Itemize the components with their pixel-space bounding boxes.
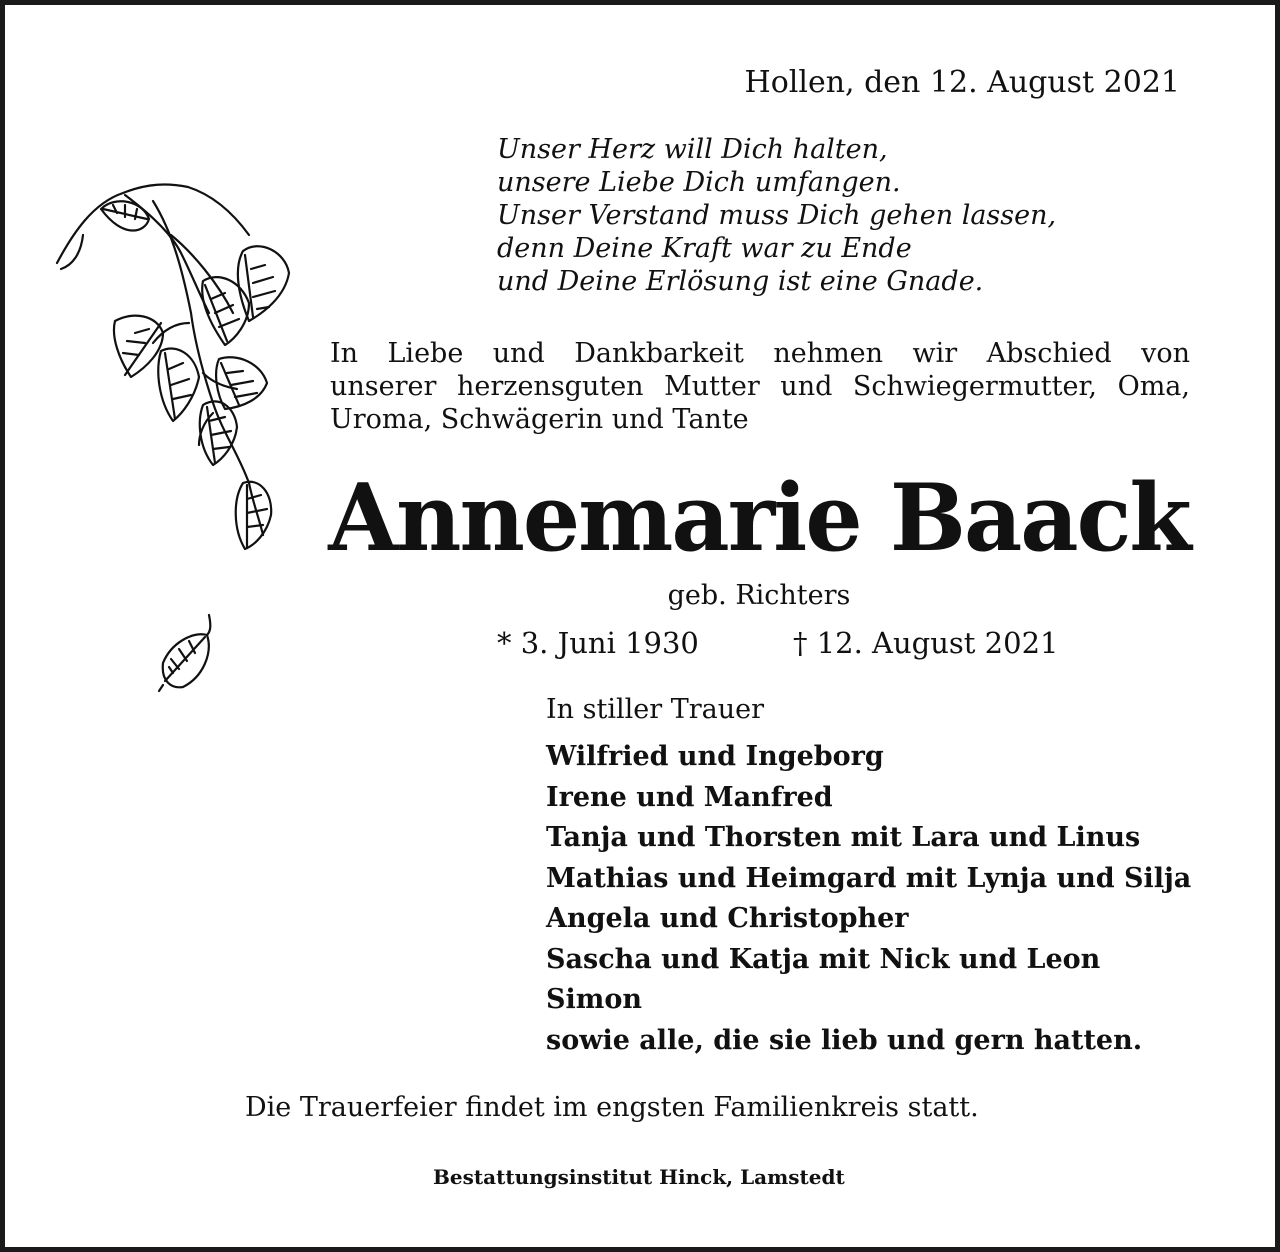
birch-branch-icon: [53, 173, 298, 703]
mourner-line: Wilfried und Ingeborg: [546, 741, 884, 772]
mourner-line: sowie alle, die sie lieb und gern hatten.: [546, 1024, 1143, 1056]
farewell-line: In Liebe und Dankbarkeit nehmen wir Abschied von: [330, 338, 1190, 369]
farewell-line: unserer herzensguten Mutter und Schwiegermutter, Oma,: [330, 371, 1190, 402]
mourner-line: Sascha und Katja mit Nick und Leon: [546, 943, 1101, 975]
place-and-date: Hollen, den 12. August 2021: [744, 65, 1180, 100]
mourner-line: Tanja und Thorsten mit Lara und Linus: [546, 822, 1141, 853]
farewell-line: Uroma, Schwägerin und Tante: [330, 404, 749, 435]
birth-name: geb. Richters: [667, 580, 851, 611]
poem-line: Unser Herz will Dich halten,: [497, 134, 888, 165]
funeral-notice: Die Trauerfeier findet im engsten Familienkreis statt.: [245, 1092, 979, 1123]
mourner-line: Mathias und Heimgard mit Lynja und Silja: [546, 862, 1192, 894]
farewell-text: [330, 337, 1190, 436]
poem: [497, 133, 1056, 298]
funeral-home: Bestattungsinstitut Hinck, Lamstedt: [433, 1165, 845, 1189]
birth-date: * 3. Juni 1930: [497, 626, 699, 660]
poem-line: unsere Liebe Dich umfangen.: [497, 167, 901, 198]
poem-line: Unser Verstand muss Dich gehen lassen,: [497, 200, 1057, 231]
mourning-label: In stiller Trauer: [546, 694, 765, 725]
mourner-line: Angela und Christopher: [546, 903, 909, 934]
poem-line: und Deine Erlösung ist eine Gnade.: [497, 266, 984, 297]
mourner-line: Irene und Manfred: [546, 781, 833, 813]
death-date: † 12. August 2021: [793, 626, 1059, 660]
mourners-list: [546, 737, 1191, 1061]
poem-line: denn Deine Kraft war zu Ende: [497, 233, 912, 264]
mourner-line: Simon: [546, 984, 642, 1015]
deceased-name: Annemarie Baack: [328, 463, 1190, 573]
